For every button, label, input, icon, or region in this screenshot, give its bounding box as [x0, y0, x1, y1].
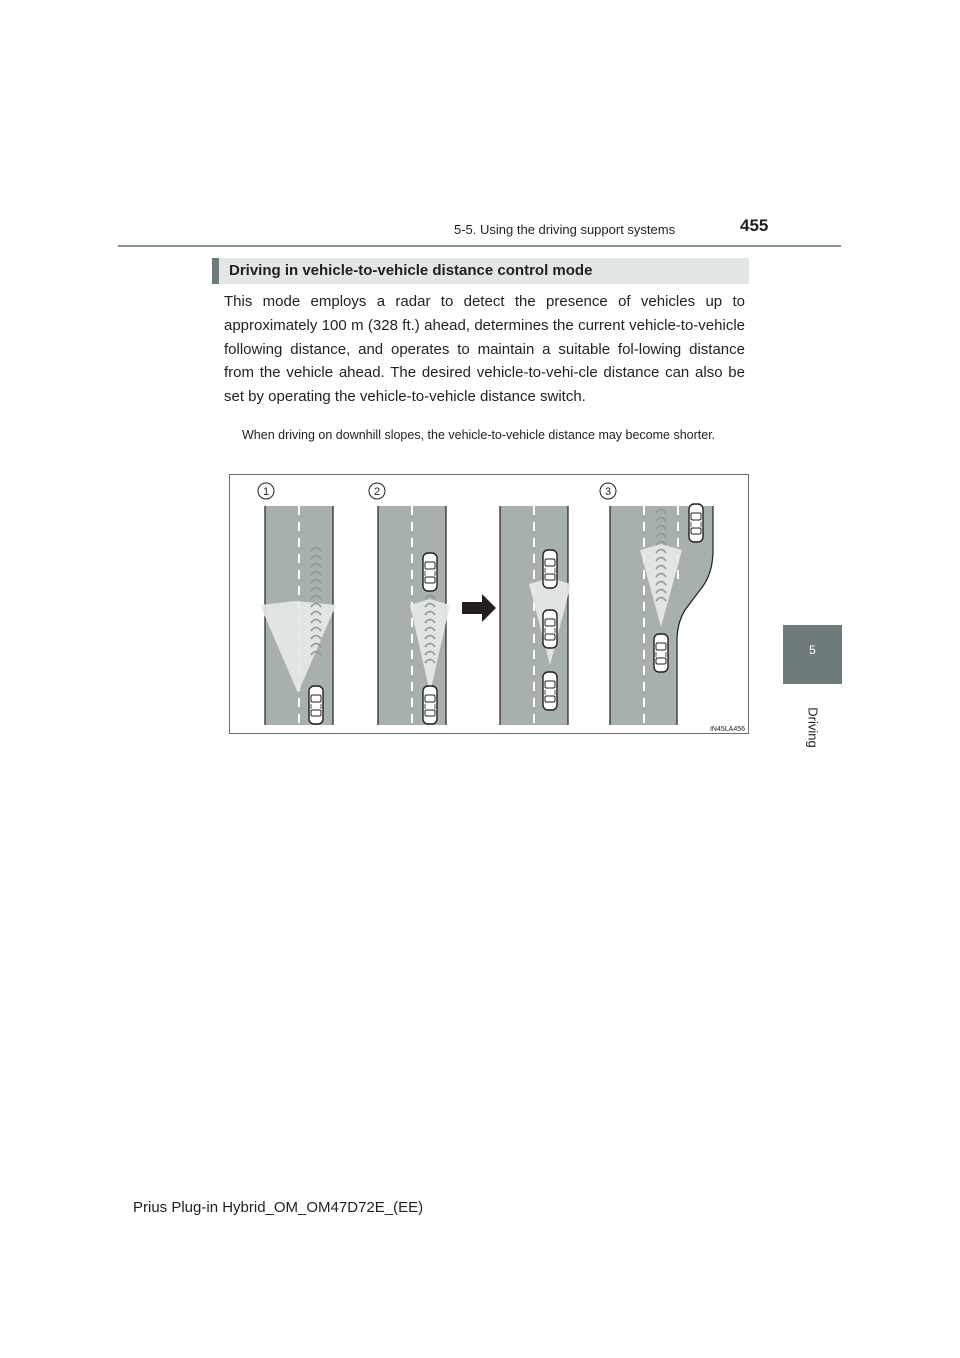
footer-document-id: Prius Plug-in Hybrid_OM_OM47D72E_(EE) — [133, 1199, 424, 1216]
chapter-number: 5 — [809, 643, 816, 657]
image-code: IN45LA456 — [709, 726, 745, 733]
callout-2-label: 2 — [373, 486, 381, 498]
page-number: 455 — [740, 216, 769, 235]
car-own-1 — [309, 686, 323, 724]
page-header-section: 5-5. Using the driving support systems — [454, 222, 676, 237]
callout-1 — [258, 483, 274, 499]
body-paragraph: This mode employs a radar to detect the presence of vehicles up to approximately 100 m (328 ft.) ahead, determines the current vehicle-to-vehicle following distance, and operates to maintain a suitable fol-lowing distance from the vehicle ahead. The desired vehicle-to-vehi-cle distance can also be set by operating the vehicle-to-vehicle distance switch. — [224, 293, 745, 406]
car-ahead-3 — [689, 504, 703, 542]
illustration-svg — [230, 475, 750, 735]
callout-3-label: 3 — [604, 486, 612, 498]
car-own-2 — [423, 686, 437, 724]
callout-2 — [369, 483, 385, 499]
section-heading-text: Driving in vehicle-to-vehicle distance control mode — [229, 262, 593, 279]
illustration — [229, 474, 749, 734]
transition-arrow — [462, 594, 496, 622]
header-rule — [118, 245, 841, 247]
callout-1-label: 1 — [262, 486, 270, 498]
car-own-3 — [654, 634, 668, 672]
note-paragraph: When driving on downhill slopes, the vehicle-to-vehicle distance may become shorter. — [242, 428, 716, 442]
car-ahead-2 — [423, 553, 437, 591]
section-heading — [212, 258, 749, 284]
car-behind-2b — [543, 672, 557, 710]
car-ahead-2b — [543, 550, 557, 588]
car-own-2b — [543, 610, 557, 648]
callout-3 — [600, 483, 616, 499]
chapter-tab — [783, 625, 842, 684]
chapter-title: Driving — [805, 707, 821, 748]
